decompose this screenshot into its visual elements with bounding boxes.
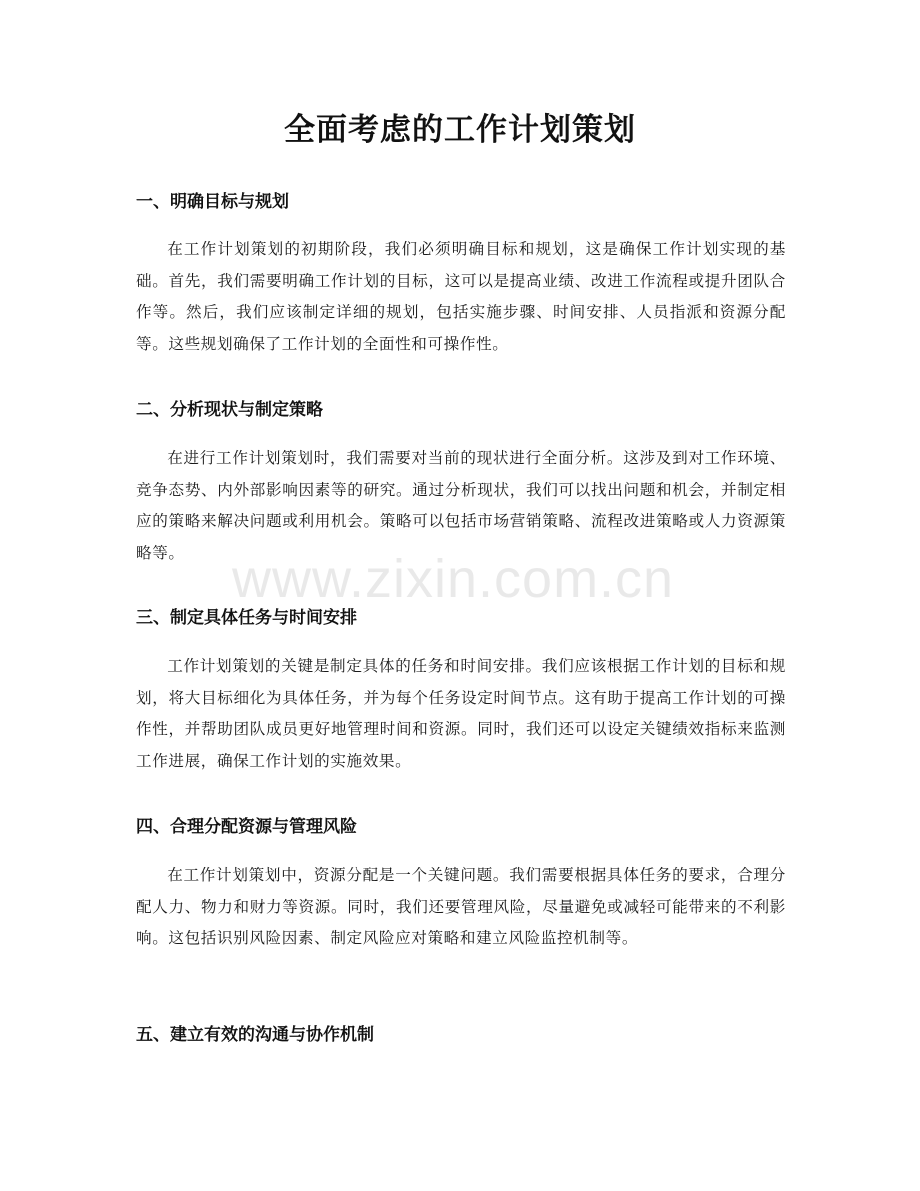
- document-title: 全面考虑的工作计划策划: [284, 112, 636, 148]
- section-heading-1: 一、明确目标与规划: [136, 192, 289, 212]
- section-body-2: 在进行工作计划策划时，我们需要对当前的现状进行全面分析。这涉及到对工作环境、竞争态势、内外部影响因素等的研究。通过分析现状，我们可以找出问题和机会，并制定相应的策略来解决问题或利用机会。策略可以包括市场营销策略、流程改进策略或人力资源策略等。: [136, 449, 786, 562]
- watermark-text: www.zixin.com.cn: [232, 549, 675, 609]
- section-heading-5: 五、建立有效的沟通与协作机制: [136, 1025, 374, 1045]
- section-heading-2: 二、分析现状与制定策略: [136, 400, 323, 420]
- section-body-4: 在工作计划策划中，资源分配是一个关键问题。我们需要根据具体任务的要求，合理分配人力、物力和财力等资源。同时，我们还要管理风险，尽量避免或减轻可能带来的不利影响。这包括识别风险因素、制定风险应对策略和建立风险监控机制等。: [136, 866, 786, 947]
- section-body-1: 在工作计划策划的初期阶段，我们必须明确目标和规划，这是确保工作计划实现的基础。首先，我们需要明确工作计划的目标，这可以是提高业绩、改进工作流程或提升团队合作等。然后，我们应该制定详细的规划，包括实施步骤、时间安排、人员指派和资源分配等。这些规划确保了工作计划的全面性和可操作性。: [136, 240, 786, 353]
- section-body-3: 工作计划策划的关键是制定具体的任务和时间安排。我们应该根据工作计划的目标和规划，将大目标细化为具体任务，并为每个任务设定时间节点。这有助于提高工作计划的可操作性，并帮助团队成员更好地管理时间和资源。同时，我们还可以设定关键绩效指标来监测工作进展，确保工作计划的实施效果。: [136, 657, 786, 770]
- section-heading-3: 三、制定具体任务与时间安排: [136, 608, 357, 628]
- section-heading-4: 四、合理分配资源与管理风险: [136, 817, 357, 837]
